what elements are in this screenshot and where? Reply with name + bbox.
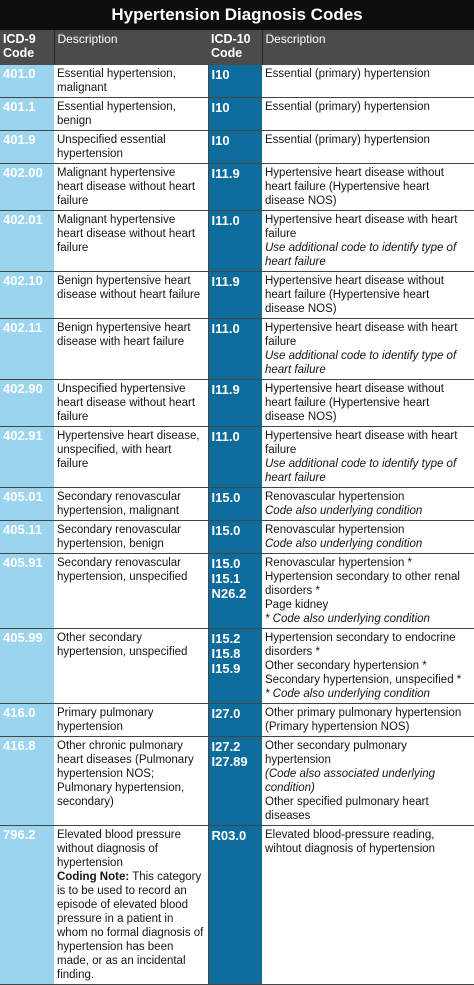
icd10-description-cell — [262, 65, 474, 98]
icd9-description-text: Primary pulmonary hypertension — [57, 707, 154, 733]
icd10-description-text: Essential (primary) hypertension — [265, 101, 430, 113]
icd10-description-text: Hypertensive heart disease without heart failure (Hypertensive heart disease NOS) — [265, 275, 444, 315]
table-row — [0, 211, 474, 272]
coding-note-text: This category is to be used to record an episode of elevated blood pressure in a patient in whom no formal diagnosis of hypertension has been made, or as an incidental finding. — [57, 871, 204, 981]
icd10-code-cell — [208, 98, 262, 131]
icd10-description-text: Hypertensive heart disease without heart failure (Hypertensive heart disease NOS) — [265, 383, 444, 423]
icd9-description-cell — [54, 164, 208, 211]
icd10-description-cell — [262, 704, 474, 737]
icd9-description-text: Unspecified essential hypertension — [57, 134, 166, 160]
icd9-description-cell — [54, 704, 208, 737]
icd9-description-cell — [54, 427, 208, 488]
icd9-code-cell: 401.0 — [0, 65, 54, 98]
icd10-code: I10 — [211, 100, 230, 115]
description9-column-header: Description — [54, 30, 208, 65]
coding-note — [57, 870, 205, 982]
icd9-code-cell: 402.10 — [0, 272, 54, 319]
icd9-description-text: Secondary renovascular hypertension, malignant — [57, 491, 182, 517]
icd10-code: I15.9 — [211, 661, 241, 676]
icd9-description-text: Essential hypertension, benign — [57, 101, 176, 127]
icd9-code-cell: 405.11 — [0, 521, 54, 554]
icd10-code-cell — [208, 131, 262, 164]
table-row — [0, 737, 474, 826]
icd10-instruction-note: Use additional code to identify type of heart failure — [265, 350, 457, 376]
icd10-code: I27.89 — [211, 754, 248, 769]
icd10-code: I10 — [211, 133, 230, 148]
icd9-description-cell — [54, 488, 208, 521]
table-row — [0, 131, 474, 164]
icd10-code-cell — [208, 272, 262, 319]
icd10-code-cell — [208, 737, 262, 826]
table-row — [0, 488, 474, 521]
icd10-description-cell — [262, 427, 474, 488]
icd10-description-cell — [262, 272, 474, 319]
icd9-description-text: Secondary renovascular hypertension, unspecified — [57, 557, 188, 583]
icd10-code-cell — [208, 521, 262, 554]
icd10-description-cell — [262, 131, 474, 164]
icd10-code: I15.8 — [211, 646, 241, 661]
icd10-description-text: Renovascular hypertension — [265, 491, 405, 503]
icd9-description-cell — [54, 629, 208, 704]
icd9-description-text: Essential hypertension, malignant — [57, 68, 176, 94]
icd9-code-cell: 416.0 — [0, 704, 54, 737]
table-row — [0, 164, 474, 211]
icd10-code: R03.0 — [211, 828, 247, 843]
icd10-code: I11.0 — [211, 213, 240, 228]
icd10-code: N26.2 — [211, 586, 247, 601]
icd10-code-cell — [208, 319, 262, 380]
table-row — [0, 98, 474, 131]
icd10-description-cell — [262, 488, 474, 521]
icd9-code-cell: 402.00 — [0, 164, 54, 211]
icd10-code-cell — [208, 380, 262, 427]
icd9-description-text: Benign hypertensive heart disease with heart failure — [57, 322, 191, 348]
icd9-description-cell — [54, 380, 208, 427]
icd9-code-cell: 402.01 — [0, 211, 54, 272]
icd10-code-cell — [208, 211, 262, 272]
table-body — [0, 65, 474, 985]
icd10-description-cell — [262, 319, 474, 380]
table-row — [0, 629, 474, 704]
icd10-description-text: Hypertension secondary to other renal disorders * — [265, 571, 460, 597]
icd9-description-text: Hypertensive heart disease, unspecified, with heart failure — [57, 430, 200, 470]
codes-table — [0, 30, 474, 985]
icd10-instruction-note: Code also underlying condition — [265, 505, 423, 517]
icd9-description-cell — [54, 319, 208, 380]
icd10-instruction-note: Code also underlying condition — [265, 538, 423, 550]
icd10-description-text: Secondary hypertension, unspecified * — [265, 674, 462, 686]
table-row — [0, 319, 474, 380]
icd10-description-cell — [262, 554, 474, 629]
icd9-description-cell — [54, 131, 208, 164]
icd10-code: I15.0 — [211, 490, 241, 505]
icd9-description-cell — [54, 98, 208, 131]
icd10-header-line2: Code — [211, 46, 243, 60]
icd9-description-text: Other chronic pulmonary heart diseases (Pulmonary hypertension NOS; Pulmonary hypertension, secondary) — [57, 740, 194, 808]
icd9-code-cell: 402.90 — [0, 380, 54, 427]
icd9-description-text: Malignant hypertensive heart disease without heart failure — [57, 167, 196, 207]
icd10-instruction-note: (Code also associated underlying condition) — [265, 768, 436, 794]
icd10-description-cell — [262, 737, 474, 826]
icd10-description-cell — [262, 380, 474, 427]
icd9-code-cell: 405.99 — [0, 629, 54, 704]
icd9-description-text: Other secondary hypertension, unspecified — [57, 632, 188, 658]
icd10-code-cell — [208, 554, 262, 629]
icd10-code-cell — [208, 427, 262, 488]
icd10-description-text: Renovascular hypertension * — [265, 557, 413, 569]
icd9-description-cell — [54, 211, 208, 272]
icd10-code-cell — [208, 164, 262, 211]
description10-column-header: Description — [262, 30, 474, 65]
icd10-description-text: Hypertensive heart disease with heart failure — [265, 430, 458, 456]
icd10-instruction-note: * Code also underlying condition — [265, 613, 430, 625]
icd10-code: I11.9 — [211, 274, 240, 289]
icd10-description-cell — [262, 826, 474, 985]
icd10-code: I15.2 — [211, 631, 241, 646]
icd10-description-text: Other secondary hypertension * — [265, 660, 427, 672]
icd10-description-text: Hypertensive heart disease with heart failure — [265, 322, 458, 348]
table-row — [0, 521, 474, 554]
icd9-code-cell: 405.01 — [0, 488, 54, 521]
icd10-code: I15.0 — [211, 523, 241, 538]
icd10-code: I10 — [211, 67, 230, 82]
icd10-description-text: Other specified pulmonary heart diseases — [265, 796, 429, 822]
table-row — [0, 554, 474, 629]
icd9-description-text: Elevated blood pressure without diagnosis of hypertension — [57, 829, 182, 869]
icd10-description-cell — [262, 98, 474, 131]
table-row — [0, 65, 474, 98]
icd10-code: I27.0 — [211, 706, 241, 721]
icd9-code-cell: 405.91 — [0, 554, 54, 629]
icd10-description-cell — [262, 629, 474, 704]
icd10-code-cell — [208, 629, 262, 704]
icd9-description-cell — [54, 737, 208, 826]
icd10-description-text: Page kidney — [265, 599, 329, 611]
icd10-code: I27.2 — [211, 739, 241, 754]
icd10-description-cell — [262, 164, 474, 211]
table-row — [0, 704, 474, 737]
icd10-code-cell — [208, 488, 262, 521]
icd10-code-cell — [208, 704, 262, 737]
icd10-description-text: Essential (primary) hypertension — [265, 134, 430, 146]
icd9-code-cell: 402.91 — [0, 427, 54, 488]
icd10-code-cell — [208, 65, 262, 98]
table-row — [0, 380, 474, 427]
icd9-description-cell — [54, 521, 208, 554]
table-header-row — [0, 30, 474, 65]
icd9-header-line2: Code — [3, 46, 35, 60]
icd9-code-cell: 401.9 — [0, 131, 54, 164]
icd9-header-line1: ICD-9 — [3, 32, 36, 46]
icd10-description-cell — [262, 521, 474, 554]
icd10-description-text: Renovascular hypertension — [265, 524, 405, 536]
icd10-code: I15.1 — [211, 571, 241, 586]
coding-note-label: Coding Note: — [57, 871, 130, 883]
icd9-column-header — [0, 30, 54, 65]
table-row — [0, 272, 474, 319]
icd10-instruction-note: Use additional code to identify type of heart failure — [265, 242, 457, 268]
icd9-code-cell: 401.1 — [0, 98, 54, 131]
icd9-description-text: Unspecified hypertensive heart disease without heart failure — [57, 383, 196, 423]
icd10-column-header — [208, 30, 262, 65]
icd10-instruction-note: * Code also underlying condition — [265, 688, 430, 700]
icd10-description-text: Other secondary pulmonary hypertension — [265, 740, 407, 766]
page-title: Hypertension Diagnosis Codes — [0, 0, 474, 30]
icd10-description-text: Other primary pulmonary hypertension (Primary hypertension NOS) — [265, 707, 462, 733]
icd10-header-line1: ICD-10 — [211, 32, 251, 46]
icd9-description-cell — [54, 65, 208, 98]
icd9-description-cell — [54, 554, 208, 629]
icd10-code-cell — [208, 826, 262, 985]
icd10-description-cell — [262, 211, 474, 272]
icd10-description-text: Essential (primary) hypertension — [265, 68, 430, 80]
table-row — [0, 826, 474, 985]
icd10-description-text: Hypertensive heart disease without heart failure (Hypertensive heart disease NOS) — [265, 167, 444, 207]
icd10-code: I11.0 — [211, 321, 240, 336]
icd10-code: I11.9 — [211, 166, 240, 181]
icd10-code: I15.0 — [211, 556, 241, 571]
icd10-instruction-note: Use additional code to identify type of heart failure — [265, 458, 457, 484]
icd9-description-text: Benign hypertensive heart disease without heart failure — [57, 275, 201, 301]
icd10-code: I11.9 — [211, 382, 240, 397]
icd9-description-text: Malignant hypertensive heart disease without heart failure — [57, 214, 196, 254]
icd9-code-cell: 796.2 — [0, 826, 54, 985]
icd9-description-text: Secondary renovascular hypertension, benign — [57, 524, 182, 550]
table-row — [0, 427, 474, 488]
icd9-description-cell — [54, 826, 208, 985]
icd9-code-cell: 416.8 — [0, 737, 54, 826]
icd9-description-cell — [54, 272, 208, 319]
icd10-description-text: Hypertensive heart disease with heart failure — [265, 214, 458, 240]
icd10-description-text: Elevated blood-pressure reading, wihtout diagnosis of hypertension — [265, 829, 436, 855]
icd10-code: I11.0 — [211, 429, 240, 444]
icd10-description-text: Hypertension secondary to endocrine disorders * — [265, 632, 456, 658]
icd9-code-cell: 402.11 — [0, 319, 54, 380]
